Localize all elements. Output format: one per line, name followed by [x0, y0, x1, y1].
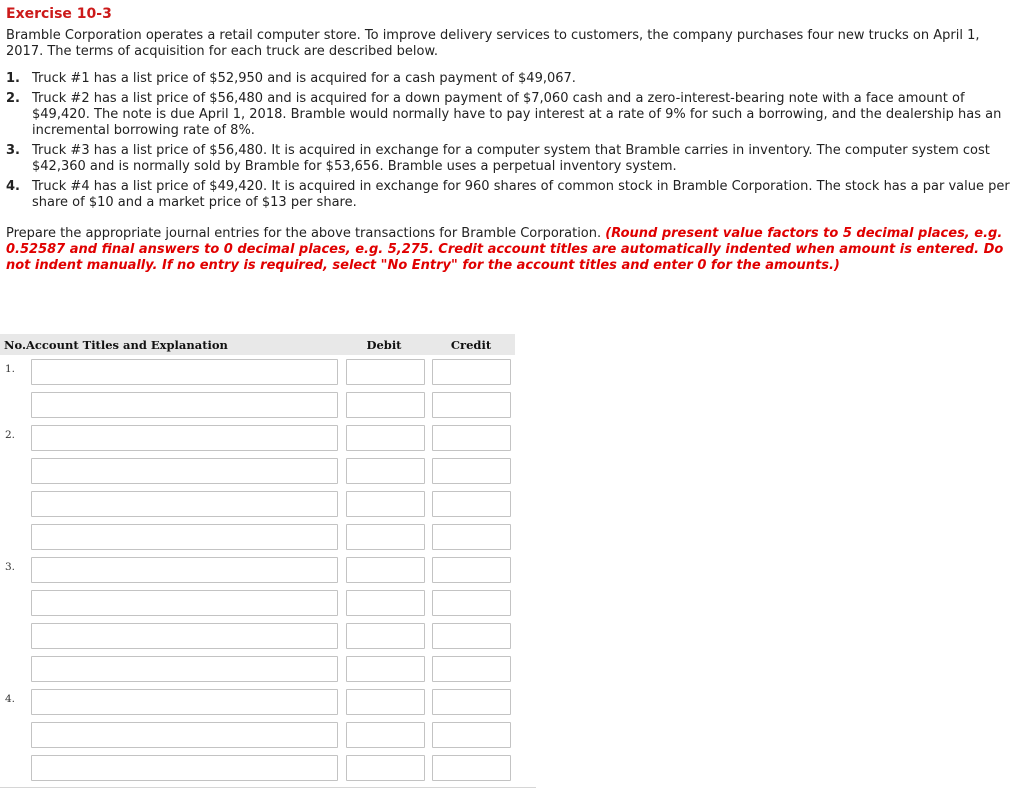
account-title-input[interactable]	[31, 458, 338, 484]
debit-input[interactable]	[346, 755, 425, 781]
journal-row	[0, 355, 536, 388]
exercise-title: Exercise 10-3	[6, 6, 112, 22]
journal-header	[0, 334, 515, 355]
account-title-input[interactable]	[31, 755, 338, 781]
item-text: Truck #4 has a list price of $49,420. It is acquired in exchange for 960 shares of common stock in Bramble Corporation. The stock has a par value per share of $10 and a market price of $13 per share.	[32, 179, 1010, 210]
journal-row	[0, 718, 536, 751]
entry-number: 4.	[5, 693, 16, 705]
credit-input[interactable]	[432, 524, 511, 550]
credit-input[interactable]	[432, 656, 511, 682]
journal-entry-table	[0, 334, 536, 784]
account-title-input[interactable]	[31, 656, 338, 682]
truck-item-4	[6, 179, 1011, 211]
debit-input[interactable]	[346, 458, 425, 484]
truck-list	[6, 71, 1011, 211]
entry-number: 2.	[5, 429, 16, 441]
journal-row	[0, 751, 536, 784]
item-number: 1.	[6, 71, 20, 86]
debit-input[interactable]	[346, 491, 425, 517]
journal-row	[0, 487, 536, 520]
account-title-input[interactable]	[31, 491, 338, 517]
journal-row	[0, 586, 536, 619]
entry-number: 3.	[5, 561, 16, 573]
entry-number: 1.	[5, 363, 16, 375]
item-text: Truck #3 has a list price of $56,480. It is acquired in exchange for a computer system that Bramble carries in inventory. The computer system cost $42,360 and is normally sold by Bramble for $53,656. Bramble uses a perpetual inventory system.	[32, 143, 990, 174]
credit-input[interactable]	[432, 590, 511, 616]
account-title-input[interactable]	[31, 359, 338, 385]
item-text: Truck #1 has a list price of $52,950 and is acquired for a cash payment of $49,067.	[32, 71, 576, 86]
journal-rows	[0, 355, 536, 784]
account-title-input[interactable]	[31, 623, 338, 649]
item-number: 3.	[6, 143, 20, 158]
debit-input[interactable]	[346, 425, 425, 451]
instructions-note: (Round present value factors to 5 decimal places, e.g. 0.52587 and final answers to 0 decimal places, e.g. 5,275. Credit account titles are automatically indented when amount is entered. Do not indent manually. If no entry is required, select "No Entry" for the account titles and enter 0 for the amounts.)	[6, 226, 1004, 273]
account-title-input[interactable]	[31, 722, 338, 748]
credit-input[interactable]	[432, 557, 511, 583]
credit-input[interactable]	[432, 425, 511, 451]
truck-item-1	[6, 71, 1011, 87]
col-header-account: Account Titles and Explanation	[26, 337, 228, 352]
instructions	[6, 226, 1011, 274]
col-header-credit: Credit	[450, 337, 492, 352]
debit-input[interactable]	[346, 623, 425, 649]
credit-input[interactable]	[432, 722, 511, 748]
debit-input[interactable]	[346, 689, 425, 715]
debit-input[interactable]	[346, 359, 425, 385]
bottom-divider	[0, 787, 536, 788]
journal-row	[0, 388, 536, 421]
account-title-input[interactable]	[31, 425, 338, 451]
journal-row	[0, 685, 536, 718]
item-number: 4.	[6, 179, 20, 194]
account-title-input[interactable]	[31, 392, 338, 418]
item-number: 2.	[6, 91, 20, 106]
credit-input[interactable]	[432, 491, 511, 517]
debit-input[interactable]	[346, 392, 425, 418]
credit-input[interactable]	[432, 458, 511, 484]
account-title-input[interactable]	[31, 557, 338, 583]
truck-item-2	[6, 91, 1011, 139]
journal-row	[0, 619, 536, 652]
journal-row	[0, 454, 536, 487]
journal-row	[0, 553, 536, 586]
account-title-input[interactable]	[31, 689, 338, 715]
debit-input[interactable]	[346, 656, 425, 682]
credit-input[interactable]	[432, 392, 511, 418]
instructions-text: Prepare the appropriate journal entries for the above transactions for Bramble Corporation.	[6, 226, 606, 241]
account-title-input[interactable]	[31, 590, 338, 616]
credit-input[interactable]	[432, 623, 511, 649]
debit-input[interactable]	[346, 722, 425, 748]
debit-input[interactable]	[346, 557, 425, 583]
credit-input[interactable]	[432, 755, 511, 781]
truck-item-3	[6, 143, 1011, 175]
col-header-debit: Debit	[366, 337, 402, 352]
debit-input[interactable]	[346, 590, 425, 616]
journal-row	[0, 520, 536, 553]
item-text: Truck #2 has a list price of $56,480 and is acquired for a down payment of $7,060 cash and a zero-interest-bearing note with a face amount of $49,420. The note is due April 1, 2018. Bramble would normally have to pay interest at a rate of 9% for such a borrowing, and the dealership has an incremental borrowing rate of 8%.	[32, 91, 1002, 138]
journal-row	[0, 421, 536, 454]
credit-input[interactable]	[432, 689, 511, 715]
credit-input[interactable]	[432, 359, 511, 385]
intro-paragraph: Bramble Corporation operates a retail computer store. To improve delivery services to customers, the company purchases four new trucks on April 1, 2017. The terms of acquisition for each truck are described below.	[6, 28, 980, 59]
col-header-no: No.	[4, 337, 26, 352]
journal-row	[0, 652, 536, 685]
exercise-content	[6, 4, 1011, 274]
debit-input[interactable]	[346, 524, 425, 550]
account-title-input[interactable]	[31, 524, 338, 550]
